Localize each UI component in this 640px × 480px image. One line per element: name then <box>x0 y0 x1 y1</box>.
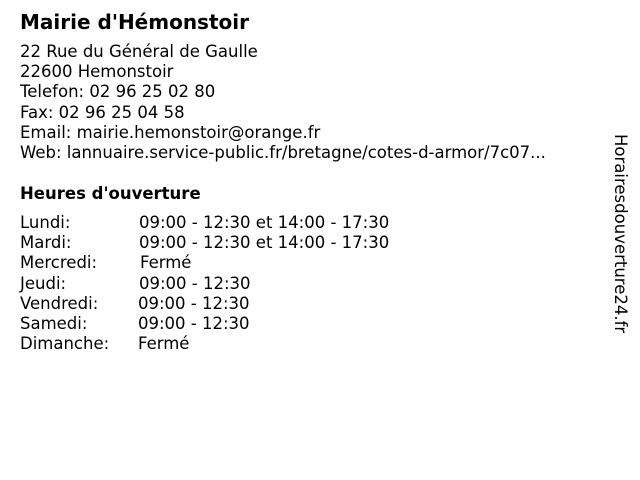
time-value: 09:00 - 12:30 <box>139 273 251 293</box>
web-line: Web: lannuaire.service-public.fr/bretagne/cotes-d-armor/7c07... <box>20 142 546 162</box>
day-label: Lundi: <box>20 213 71 232</box>
day-label: Mercredi: <box>20 253 98 273</box>
fax-line: Fax: 02 96 25 04 58 <box>20 102 185 122</box>
day-label: Mardi: <box>20 233 72 253</box>
side-brand-watermark: Horairesdouverture24.fr <box>611 134 630 334</box>
day-label: Samedi: <box>20 313 88 333</box>
contact-block <box>20 42 546 163</box>
time-value: 09:00 - 12:30 <box>138 293 250 313</box>
address-city: 22600 Hemonstoir <box>20 62 174 82</box>
page-title: Mairie d'Hémonstoir <box>20 10 249 34</box>
day-label: Dimanche: <box>20 334 110 354</box>
phone-line: Telefon: 02 96 25 02 80 <box>20 82 216 102</box>
address-street: 22 Rue du Général de Gaulle <box>20 42 258 61</box>
opening-hours-heading: Heures d'ouverture <box>20 184 201 203</box>
day-label: Jeudi: <box>20 273 67 293</box>
day-label: Vendredi: <box>20 293 99 313</box>
time-value: 09:00 - 12:30 <box>138 313 250 333</box>
time-value: Fermé <box>138 334 190 354</box>
time-value: Fermé <box>140 253 192 273</box>
time-value: 09:00 - 12:30 et 14:00 - 17:30 <box>139 213 390 232</box>
email-line: Email: mairie.hemonstoir@orange.fr <box>20 122 321 142</box>
time-value: 09:00 - 12:30 et 14:00 - 17:30 <box>139 233 390 253</box>
